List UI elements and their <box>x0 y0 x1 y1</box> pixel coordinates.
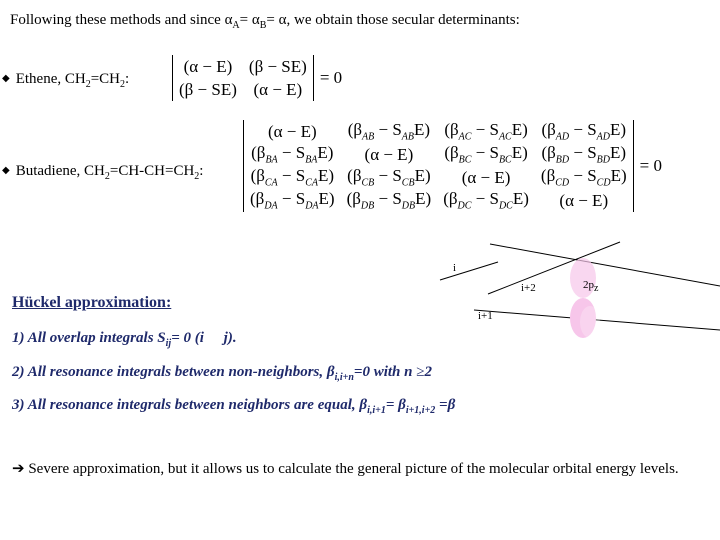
rule-2 <box>12 364 432 383</box>
beta-symbol: β <box>447 397 456 413</box>
ethene-label-text: =CH <box>90 71 120 87</box>
matrix-cell: $(\beta_{CB} - S_{CB}E)$ <box>347 166 431 189</box>
bond-line <box>488 242 620 294</box>
matrix-cell: $(\beta_{AB} - S_{AB}E)$ <box>347 120 431 143</box>
beta-symbol: β <box>359 397 368 413</box>
greater-equal-icon: ≥ <box>416 364 425 380</box>
rule-value: 2 <box>424 364 432 380</box>
orbital-label <box>583 279 598 294</box>
subscript: 2 <box>194 171 200 182</box>
atom-label-i1: i+1 <box>478 310 493 322</box>
matrix-cell: $(\beta_{CD} - S_{CD}E)$ <box>540 166 627 189</box>
ethene-label <box>2 71 129 90</box>
subscript: ij <box>165 338 172 349</box>
alpha-symbol: α <box>278 12 287 28</box>
equals-zero: = 0 <box>639 156 662 175</box>
rule-text: 3) All resonance integrals between neighbors are equal, <box>12 397 360 413</box>
equals: = <box>385 397 399 413</box>
matrix-cell: $(\beta_{BC} - S_{BC}E)$ <box>444 143 528 166</box>
rule-text: 1) All overlap integrals S <box>12 330 166 346</box>
matrix-cell: (α − E) <box>267 121 317 141</box>
bullet-icon: ◆ <box>2 165 10 176</box>
butadiene-label-text: Butadiene, CH <box>15 163 105 179</box>
arrow-right-icon: ➔ <box>12 461 25 477</box>
bond-line <box>440 262 498 280</box>
alpha-symbol: α <box>224 12 233 28</box>
matrix-cell: (α − E) <box>183 56 233 76</box>
ethene-determinant <box>172 55 342 101</box>
equals: = <box>435 397 448 413</box>
atom-label-i: i <box>453 262 457 274</box>
colon: : <box>124 71 130 87</box>
equals: = <box>266 12 279 28</box>
subscript: i,i+n <box>334 372 354 383</box>
butadiene-matrix <box>244 120 633 212</box>
subscript: i,i+1 <box>367 405 386 416</box>
determinant-bars <box>243 120 634 212</box>
subscript-b: B <box>259 20 267 31</box>
atom-chain-diagram <box>420 240 720 360</box>
butadiene-determinant <box>243 120 662 212</box>
conclusion-text <box>12 458 702 481</box>
matrix-cell: (α − E) <box>253 79 303 99</box>
matrix-cell: (α − E) <box>559 190 609 210</box>
rule-text: j). <box>223 330 237 346</box>
matrix-cell: $(\beta_{AC} - S_{AC}E)$ <box>444 120 528 143</box>
butadiene-label <box>2 163 203 182</box>
conclusion-body: Severe approximation, but it allows us to calculate the general picture of the molecular orbital energy levels. <box>24 461 679 477</box>
bullet-icon: ◆ <box>2 73 10 84</box>
matrix-cell: (α − E) <box>364 144 414 164</box>
intro-prefix: Following these methods and since <box>10 12 225 28</box>
matrix-cell: $(\beta_{DC} - S_{DC}E)$ <box>443 189 529 212</box>
matrix-cell: $(\beta_{DA} - S_{DA}E)$ <box>250 189 335 212</box>
rule-3 <box>12 397 455 416</box>
atom-label-i2: i+2 <box>521 282 536 294</box>
rule-text: 2) All resonance integrals between non-neighbors, <box>12 364 327 380</box>
matrix-cell: (β − SE) <box>179 79 237 99</box>
determinant-bars <box>172 55 314 101</box>
subscript: 2 <box>85 79 91 90</box>
matrix-cell: $(\beta_{DB} - S_{DB}E)$ <box>346 189 432 212</box>
matrix-cell: $(\beta_{BD} - S_{BD}E)$ <box>541 143 627 166</box>
p-orbital-highlight <box>580 306 600 338</box>
matrix-cell: $(\beta_{BA} - S_{BA}E)$ <box>251 143 334 166</box>
colon: : <box>199 163 204 179</box>
butadiene-label-text: =CH-CH=CH <box>109 163 195 179</box>
subscript: 2 <box>119 79 125 90</box>
ethene-matrix <box>173 55 313 101</box>
rule-1 <box>12 330 237 349</box>
orbital-label-text: 2p <box>583 279 594 291</box>
subscript: 2 <box>104 171 110 182</box>
subscript-a: A <box>232 20 240 31</box>
ethene-label-text: Ethene, CH <box>15 71 86 87</box>
equals: = <box>239 12 252 28</box>
rule-text: =0 with n <box>353 364 417 380</box>
matrix-cell: (α − E) <box>461 167 511 187</box>
rule-text: = 0 (i <box>171 330 208 346</box>
matrix-cell: (β − SE) <box>248 56 307 76</box>
subscript: i+1,i+2 <box>405 405 436 416</box>
intro-text <box>10 12 520 31</box>
beta-symbol: β <box>326 364 335 380</box>
matrix-cell: $(\beta_{CA} - S_{CA}E)$ <box>250 166 335 189</box>
matrix-cell: $(\beta_{AD} - S_{AD}E)$ <box>541 120 627 143</box>
intro-suffix: , we obtain those secular determinants: <box>286 12 520 28</box>
subscript: z <box>594 283 599 295</box>
huckel-title: Hückel approximation: <box>12 294 172 311</box>
alpha-symbol: α <box>251 12 260 28</box>
beta-symbol: β <box>398 397 406 413</box>
equals-zero: = 0 <box>319 68 343 87</box>
